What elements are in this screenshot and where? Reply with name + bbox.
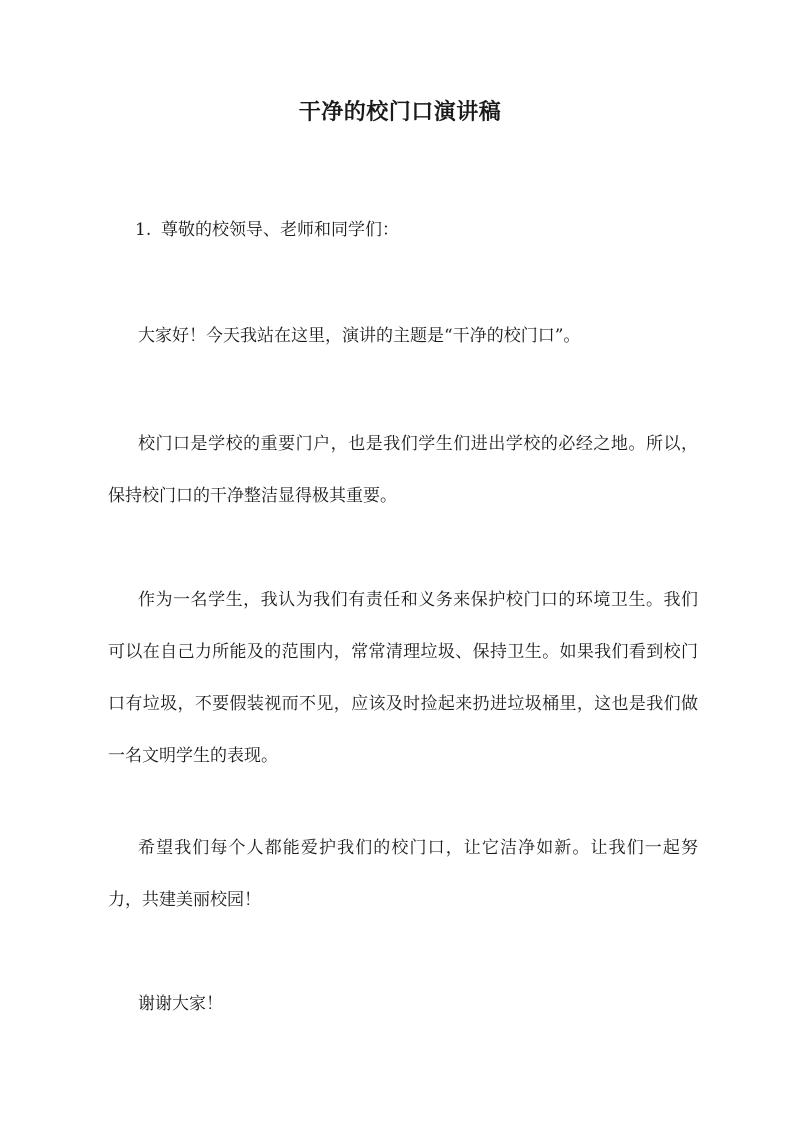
list-number: 1. bbox=[135, 220, 152, 240]
greeting-text: 尊敬的校领导、老师和同学们： bbox=[161, 220, 399, 240]
document-title: 干净的校门口演讲稿 bbox=[298, 99, 502, 125]
paragraph-opening: 大家好！今天我站在这里，演讲的主题是“干净的校门口”。 bbox=[138, 326, 581, 346]
paragraph-school-gate: 校门口是学校的重要门户，也是我们学生们进出学校的必经之地。所以，保持校门口的干净整洁显得极其重要。 bbox=[108, 434, 698, 506]
paragraph-thanks: 谢谢大家！ bbox=[138, 994, 223, 1014]
paragraph-responsibility: 作为一名学生，我认为我们有责任和义务来保护校门口的环境卫生。我们可以在自己力所能及的范围内，常常清理垃圾、保持卫生。如果我们看到校门口有垃圾，不要假装视而不见，应该及时捡起来扔进垃圾桶里，这也是我们做一名文明学生的表现。 bbox=[108, 590, 698, 766]
paragraph-hope: 希望我们每个人都能爱护我们的校门口，让它洁净如新。让我们一起努力，共建美丽校园！ bbox=[108, 838, 698, 910]
greeting-paragraph bbox=[108, 204, 698, 256]
